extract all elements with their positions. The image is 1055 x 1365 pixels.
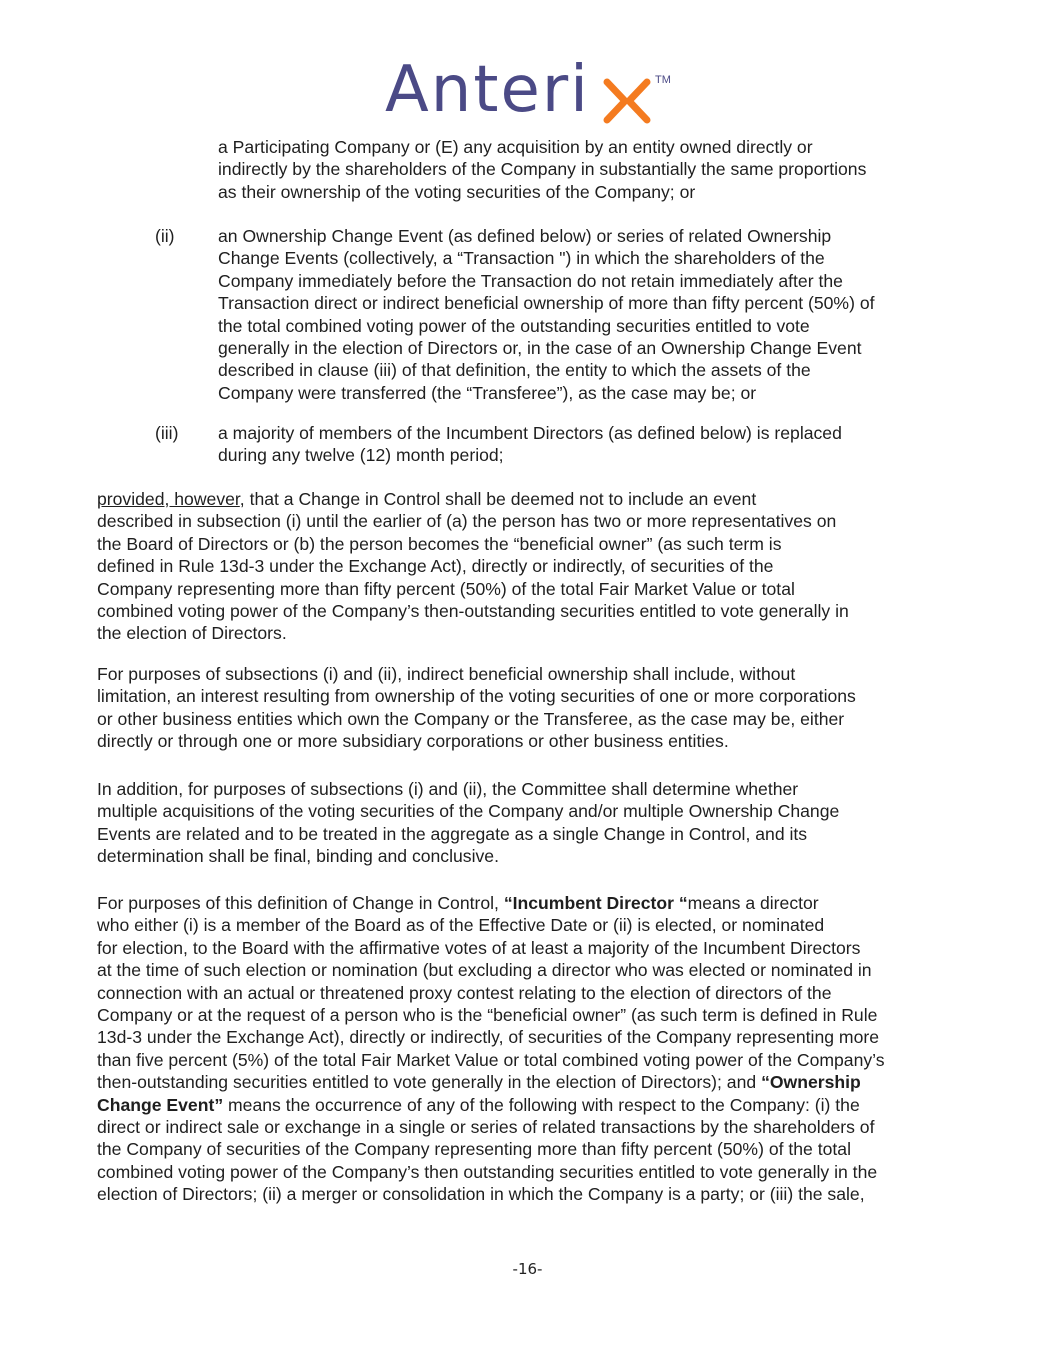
item-ii-text: an Ownership Change Event (as defined below) or series of related Ownership Change Events (collectively, a “Transaction ") in which the shareholders of the Company immediately before the Transaction do not retain immediately after the Transaction direct or indirect beneficial ownership of more than fifty percent (50%) of the total combined voting power of the outstanding securities entitled to vote generally in the election of Directors or, in the case of an Ownership Change Event described in clause (iii) of that definition, the entity to which the assets of the Company were transferred (the “Transferee”), as the case may be; or <box>218 226 875 403</box>
aggregation-paragraph: In addition, for purposes of subsections (i) and (ii), the Committee shall determine whether multiple acquisitions of the voting securities of the Company and/or multiple Ownership Change Events are related and to be treated in the aggregate as a single Change in Control, and its determination shall be final, binding and conclusive. <box>97 779 840 867</box>
company-logo <box>385 50 685 130</box>
item-ii-number: (ii) <box>155 226 175 246</box>
item-iii-text: a majority of members of the Incumbent Directors (as defined below) is replaced during any twelve (12) month period; <box>218 423 842 466</box>
definition-lead: For purposes of this definition of Change in Control, <box>97 893 504 913</box>
proviso-lead: provided, however <box>97 489 240 509</box>
page-number: -16- <box>512 1260 543 1278</box>
trademark-symbol: TM <box>655 74 671 86</box>
definitions-paragraph <box>97 892 997 1206</box>
indirect-ownership-paragraph: For purposes of subsections (i) and (ii), indirect beneficial ownership shall include, without limitation, an interest resulting from ownership of the voting securities of one or more corporations or other business entities which own the Company or the Transferee, as the case may be, either directly or through one or more subsidiary corporations or other business entities. <box>97 664 856 752</box>
term-incumbent-director: “Incumbent Director “ <box>503 893 688 913</box>
proviso-text: , that a Change in Control shall be deemed not to include an event described in subsection (i) until the earlier of (a) the person has two or more representatives on the Board of Directors or (b) the person becomes the “beneficial owner” (as such term is defined in Rule 13d-3 under the Exchange Act), directly or indirectly, of securities of the Company representing more than fifty percent (50%) of the total Fair Market Value or total combined voting power of the Company’s then-outstanding securities entitled to vote generally in the election of Directors. <box>97 489 849 644</box>
clause-E-continuation: a Participating Company or (E) any acquisition by an entity owned directly or indirectly by the shareholders of the Company in substantially the same proportions as their ownership of the voting securities of the Company; or <box>218 137 867 202</box>
term-ownership-change-event: “Ownership Change Event” <box>97 1072 861 1115</box>
logo-wordmark: Anteri <box>385 53 590 127</box>
definition-incumbent-text: means a director who either (i) is a member of the Board as of the Effective Date or (ii) is elected, or nominated for election, to the Board with the affirmative votes of at least a majority of the Incumbent Directors at the time of such election or nomination (but excluding a director who was elected or nominated in connection with an actual or threatened proxy contest relating to the election of directors of the Company or at the request of a person who is the “beneficial owner” (as such term is defined in Rule 13d-3 under the Exchange Act), directly or indirectly, of securities of the Company representing more than five percent (5%) of the total Fair Market Value or total combined voting power of the Company’s then-outstanding securities entitled to vote generally in the election of Directors); and <box>97 893 885 1093</box>
item-iii-number: (iii) <box>155 423 179 443</box>
logo-x-mark <box>603 76 651 126</box>
definition-ownership-text: means the occurrence of any of the following with respect to the Company: (i) the direct or indirect sale or exchange in a single or series of related transactions by the shareholders of the Company of securities of the Company representing more than fifty percent (50%) of the total combined voting power of the Company’s then outstanding securities entitled to vote generally in the election of Directors; (ii) a merger or consolidation in which the Company is a party; or (iii) the sale, <box>97 1094 878 1205</box>
proviso-paragraph <box>97 488 997 645</box>
